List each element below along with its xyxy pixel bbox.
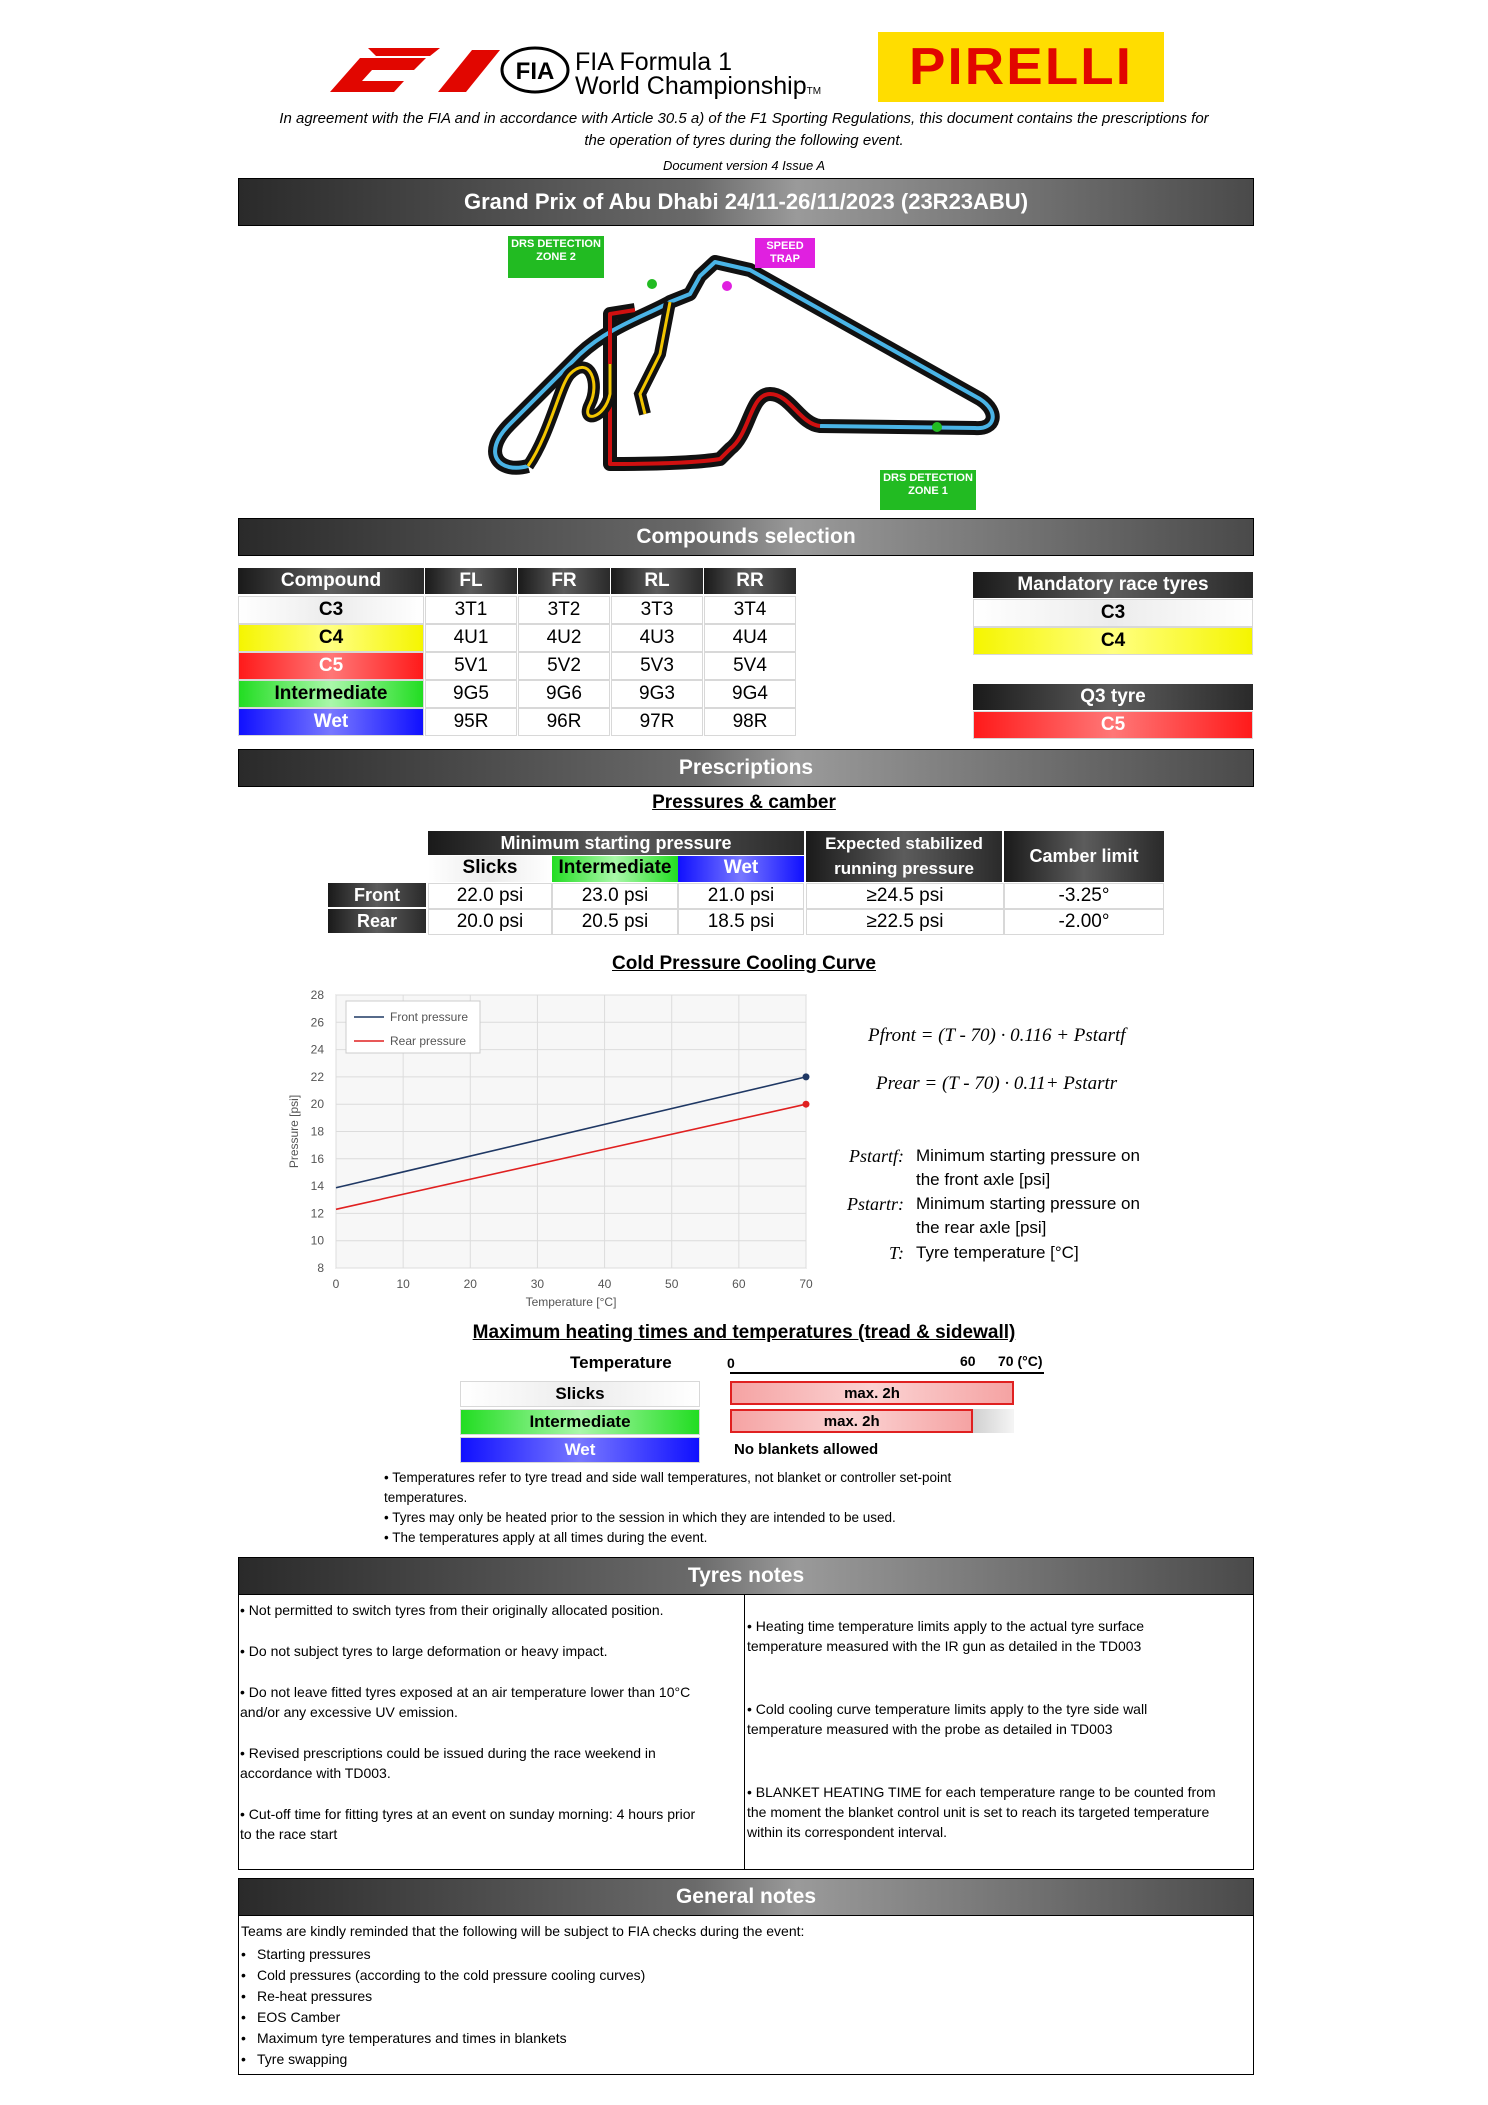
heating-bar: max. 2h	[730, 1409, 973, 1433]
x-tick-label: 30	[530, 1277, 545, 1291]
compounds-section-bar: Compounds selection	[238, 518, 1254, 556]
agreement-line2: the operation of tyres during the following event.	[584, 132, 904, 149]
general-notes-list	[241, 1944, 645, 2070]
legend-symbol: Pstartf:	[848, 1146, 904, 1166]
bullet-icon: •	[241, 2030, 246, 2046]
heating-bullet: • Temperatures refer to tyre tread and side wall temperatures, not blanket or controller set-point	[384, 1470, 952, 1485]
general-note-text: Tyre swapping	[257, 2051, 348, 2067]
y-tick-label: 10	[310, 1233, 324, 1248]
compound-code: 95R	[425, 708, 517, 736]
y-tick-label: 26	[310, 1015, 324, 1030]
q3-c5: C5	[973, 711, 1253, 739]
compound-name-intermediate: Intermediate	[238, 680, 424, 708]
tyre-notes-divider	[744, 1594, 745, 1870]
mandatory-c3: C3	[973, 599, 1253, 627]
tyre-note-line: • Not permitted to switch tyres from their originally allocated position.	[240, 1602, 664, 1618]
bullet-icon: •	[241, 1988, 246, 2004]
legend-line2: the rear axle [psi]	[916, 1218, 1047, 1237]
heating-bar-remainder	[973, 1409, 1014, 1433]
compound-code: 96R	[518, 708, 610, 736]
tyre-note-line: • Do not subject tyres to large deformation or heavy impact.	[240, 1643, 608, 1659]
general-note-item	[241, 2028, 645, 2049]
compound-code: 9G5	[425, 680, 517, 708]
general-note-text: Re-heat pressures	[257, 1988, 373, 2004]
compound-code: 5V1	[425, 652, 517, 680]
camber-limit-header: Camber limit	[1004, 831, 1164, 882]
sub-header-slicks: Slicks	[428, 856, 552, 882]
x-tick-label: 70	[799, 1277, 813, 1291]
tyre-note-line: • BLANKET HEATING TIME for each temperature range to be counted from	[747, 1784, 1216, 1800]
compound-name-c3: C3	[238, 596, 424, 624]
general-notes-intro: Teams are kindly reminded that the following will be subject to FIA checks during the event:	[241, 1923, 805, 1939]
cooling-chart-svg	[280, 985, 840, 1315]
compound-header-fr: FR	[518, 568, 610, 594]
pirelli-logo	[878, 32, 1164, 102]
min-start-header: Minimum starting pressure	[428, 831, 804, 855]
expected-line2: running pressure	[834, 859, 974, 878]
tyre-note-line: • Revised prescriptions could be issued during the race weekend in	[240, 1745, 656, 1761]
bullet-icon: •	[241, 1967, 246, 1983]
x-axis-label: Temperature [°C]	[525, 1295, 617, 1309]
heating-bullets	[384, 1468, 951, 1548]
heating-bullet: • Tyres may only be heated prior to the session in which they are intended to be used.	[384, 1510, 896, 1525]
compound-name-wet: Wet	[238, 708, 424, 736]
general-notes-bar: General notes	[238, 1878, 1254, 1916]
tyre-note-line: • Cut-off time for fitting tyres at an event on sunday morning: 4 hours prior	[240, 1806, 696, 1822]
x-tick-label: 60	[732, 1277, 746, 1291]
legend-line1: Tyre temperature [°C]	[916, 1243, 1079, 1262]
compound-name-c4: C4	[238, 624, 424, 652]
pressure-value: 23.0 psi	[552, 883, 678, 909]
tyre-note-line: within its correspondent interval.	[747, 1824, 947, 1840]
y-tick-label: 20	[310, 1097, 324, 1112]
formula-rear: Prear = (T - 70) · 0.11+ Pstartr	[876, 1073, 1118, 1094]
compound-code: 4U3	[611, 624, 703, 652]
f1-logo-icon	[330, 48, 502, 92]
heating-scale-70: 70 (°C)	[998, 1353, 1043, 1369]
svg-text:FIA: FIA	[515, 58, 555, 85]
heating-bullet: • The temperatures apply at all times during the event.	[384, 1530, 708, 1545]
tyre-note-line: • Do not leave fitted tyres exposed at an air temperature lower than 10°C	[240, 1684, 691, 1700]
x-tick-label: 0	[332, 1277, 340, 1291]
pressure-value: -2.00°	[1004, 909, 1164, 935]
axle-label-rear: Rear	[328, 909, 426, 933]
x-tick-label: 40	[597, 1277, 612, 1291]
y-tick-label: 14	[310, 1179, 324, 1194]
pressure-value: 20.5 psi	[552, 909, 678, 935]
mandatory-c4: C4	[973, 627, 1253, 655]
heating-bullet: temperatures.	[384, 1490, 468, 1505]
compound-code: 3T1	[425, 596, 517, 624]
legend-entry: Front pressure	[390, 1010, 469, 1024]
tyre-note-line: accordance with TD003.	[240, 1765, 391, 1781]
compound-code: 5V2	[518, 652, 610, 680]
tyre-note-right	[747, 1699, 1251, 1739]
fia-tm: TM	[806, 86, 822, 97]
general-note-text: Starting pressures	[257, 1946, 371, 1962]
tyre-note-line: the moment the blanket control unit is set to reach its targeted temperature	[747, 1804, 1210, 1820]
pressure-value: ≥22.5 psi	[806, 909, 1004, 935]
pirelli-wordmark: PIRELLI	[908, 38, 1134, 96]
legend-line2: the front axle [psi]	[916, 1170, 1051, 1189]
heating-row-intermediate: Intermediate	[460, 1409, 700, 1435]
heating-scale-axis	[730, 1372, 1044, 1374]
tyre-note-right	[747, 1782, 1251, 1842]
sub-header-wet: Wet	[678, 856, 804, 882]
bullet-icon: •	[241, 2051, 246, 2067]
general-note-item	[241, 2007, 645, 2028]
tyre-note-line: to the race start	[240, 1826, 338, 1842]
tyre-note-right	[747, 1616, 1251, 1656]
compound-code: 9G6	[518, 680, 610, 708]
series-end-point	[803, 1073, 810, 1080]
compound-code: 3T4	[704, 596, 796, 624]
track-map	[460, 234, 1020, 514]
bullet-icon: •	[241, 2009, 246, 2025]
fia-emblem-icon	[500, 46, 570, 94]
heating-row-slicks: Slicks	[460, 1381, 700, 1407]
heating-title: Maximum heating times and temperatures (tread & sidewall)	[472, 1322, 1016, 1343]
fia-title-line1: FIA Formula 1	[575, 48, 732, 76]
compound-header-rr: RR	[704, 568, 796, 594]
tyre-notes-right	[747, 1616, 1251, 1842]
q3-header: Q3 tyre	[973, 684, 1253, 710]
pressure-value: 20.0 psi	[428, 909, 552, 935]
pressure-value: 22.0 psi	[428, 883, 552, 909]
x-tick-label: 50	[665, 1277, 679, 1291]
compound-code: 5V4	[704, 652, 796, 680]
compound-code: 4U2	[518, 624, 610, 652]
compound-header-rl: RL	[611, 568, 703, 594]
y-tick-label: 8	[317, 1261, 324, 1275]
y-tick-label: 22	[310, 1069, 324, 1084]
general-note-text: EOS Camber	[257, 2009, 341, 2025]
heating-scale-0: 0	[727, 1355, 735, 1371]
compound-code: 9G3	[611, 680, 703, 708]
pressure-value: -3.25°	[1004, 883, 1164, 909]
general-note-item	[241, 2049, 645, 2070]
drs-zone2-label: DRS DETECTION ZONE 2	[508, 236, 604, 278]
heating-bar: max. 2h	[730, 1381, 1014, 1405]
tyre-note-line: temperature measured with the IR gun as detailed in the TD003	[747, 1638, 1142, 1654]
pressures-camber-title: Pressures & camber	[652, 792, 836, 813]
tyre-note-left	[240, 1682, 740, 1722]
general-note-item	[241, 1965, 645, 1986]
agreement-line1: In agreement with the FIA and in accordance with Article 30.5 a) of the F1 Sporting Regulations, this document contains the prescriptions for	[279, 110, 1209, 127]
general-note-text: Cold pressures (according to the cold pressure cooling curves)	[257, 1967, 646, 1983]
series-end-point	[803, 1101, 810, 1108]
tyre-note-line: • Cold cooling curve temperature limits apply to the tyre side wall	[747, 1701, 1148, 1717]
heating-temp-label: Temperature	[570, 1353, 672, 1372]
fia-emblem	[500, 46, 570, 94]
tyre-note-left	[240, 1641, 740, 1661]
compound-name-c5: C5	[238, 652, 424, 680]
tyre-note-line: temperature measured with the probe as detailed in TD003	[747, 1721, 1113, 1737]
compound-code: 5V3	[611, 652, 703, 680]
y-tick-label: 16	[310, 1151, 324, 1166]
pressure-value: 18.5 psi	[678, 909, 804, 935]
legend-line1: Minimum starting pressure on	[916, 1194, 1140, 1213]
formula-front: Pfront = (T - 70) · 0.116 + Pstartf	[868, 1025, 1126, 1046]
cooling-curve-title: Cold Pressure Cooling Curve	[612, 953, 876, 974]
expected-pressure-header	[806, 831, 1002, 882]
y-axis-label: Pressure [psi]	[287, 1094, 301, 1169]
general-note-text: Maximum tyre temperatures and times in blankets	[257, 2030, 567, 2046]
y-tick-label: 24	[310, 1042, 324, 1057]
heating-no-blankets: No blankets allowed	[734, 1441, 879, 1458]
tyre-note-left	[240, 1600, 740, 1620]
compound-code: 3T2	[518, 596, 610, 624]
bullet-icon: •	[241, 1946, 246, 1962]
x-tick-label: 20	[463, 1277, 477, 1291]
tyre-note-left	[240, 1743, 740, 1783]
y-tick-label: 18	[310, 1124, 324, 1139]
heating-scale-60: 60	[960, 1353, 976, 1369]
tyre-note-line: • Heating time temperature limits apply to the actual tyre surface	[747, 1618, 1145, 1634]
x-tick-label: 10	[396, 1277, 410, 1291]
drs-zone1-label: DRS DETECTION ZONE 1	[880, 470, 976, 510]
legend-line1: Minimum starting pressure on	[916, 1146, 1140, 1165]
compound-code: 4U1	[425, 624, 517, 652]
y-tick-label: 28	[310, 988, 324, 1002]
tyre-note-left	[240, 1804, 740, 1844]
pressure-value: 21.0 psi	[678, 883, 804, 909]
prescriptions-section-bar: Prescriptions	[238, 749, 1254, 787]
compound-code: 97R	[611, 708, 703, 736]
compound-header-fl: FL	[425, 568, 517, 594]
heating-row-wet: Wet	[460, 1437, 700, 1463]
tyre-note-line: and/or any excessive UV emission.	[240, 1704, 458, 1720]
compound-code: 3T3	[611, 596, 703, 624]
event-title-bar: Grand Prix of Abu Dhabi 24/11-26/11/2023 (23R23ABU)	[238, 178, 1254, 226]
mandatory-header: Mandatory race tyres	[973, 572, 1253, 598]
pressure-value: ≥24.5 psi	[806, 883, 1004, 909]
document-version: Document version 4 Issue A	[662, 158, 826, 173]
speed-trap-label: SPEED TRAP	[755, 238, 815, 268]
tyre-notes-left	[240, 1600, 740, 1844]
fia-title-line2: World Championship	[575, 72, 807, 100]
general-note-item	[241, 1944, 645, 1965]
compound-header-compound: Compound	[238, 568, 424, 594]
tyre-notes-bar: Tyres notes	[238, 1557, 1254, 1595]
compound-code: 4U4	[704, 624, 796, 652]
compound-code: 9G4	[704, 680, 796, 708]
legend-symbol: Pstartr:	[846, 1194, 904, 1214]
cooling-chart	[280, 985, 840, 1315]
compound-code: 98R	[704, 708, 796, 736]
expected-line1: Expected stabilized	[825, 834, 983, 853]
legend-symbol: T:	[888, 1243, 904, 1263]
axle-label-front: Front	[328, 883, 426, 907]
sub-header-intermediate: Intermediate	[552, 856, 678, 882]
legend-entry: Rear pressure	[390, 1034, 467, 1048]
general-note-item	[241, 1986, 645, 2007]
f1-logo	[330, 48, 502, 92]
y-tick-label: 12	[310, 1206, 324, 1221]
